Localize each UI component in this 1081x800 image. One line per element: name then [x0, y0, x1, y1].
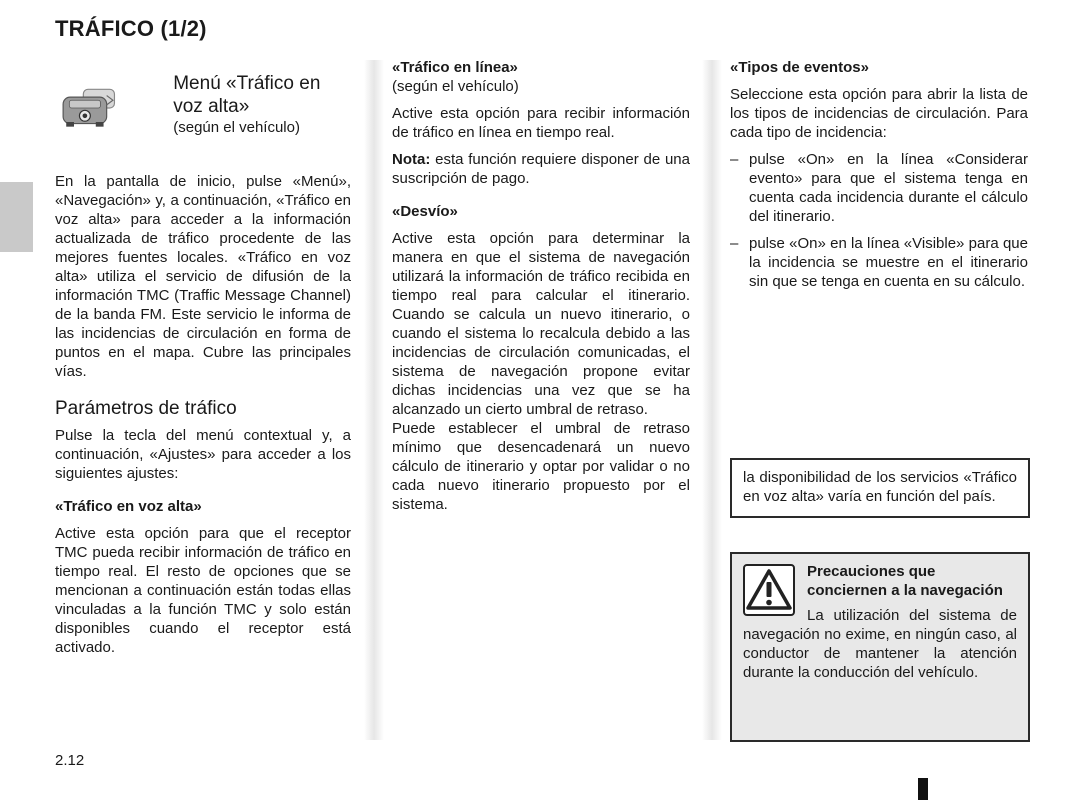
column-divider: [702, 60, 722, 740]
voice-paragraph: Active esta opción para que el receptor TMC pueda recibir información de tráfico en tiempo real. El resto de opciones que se mencionan a continuación están todas ellas vinculadas a la función TMC y solo están disponibles cuando el receptor está activado.: [55, 525, 351, 656]
detour-paragraph-2: Puede establecer el umbral de retraso mínimo que desencadenará un nuevo cálculo de itinerario y optar por validar o no cada nuevo itinerario propuesto por el sistema.: [392, 420, 690, 513]
note-label: Nota:: [392, 151, 431, 168]
warning-box: [730, 552, 1030, 742]
page-number: 2.12: [55, 752, 85, 769]
menu-title: Menú «Tráfico en voz alta»: [173, 73, 321, 117]
online-paragraph: Active esta opción para recibir información de tráfico en línea en tiempo real.: [392, 105, 690, 141]
corner-mark: [918, 778, 928, 800]
menu-subtitle: (según el vehículo): [173, 119, 300, 136]
car-traffic-icon: [60, 78, 122, 138]
events-paragraph: Seleccione esta opción para abrir la lista de los tipos de incidencias de circulación. Para cada tipo de incidencia:: [730, 86, 1028, 141]
list-item: – pulse «On» en la línea «Visible» para que la incidencia se muestre en el itinerario sin que se tenga en cuenta en su cálculo.: [730, 234, 1028, 291]
column-divider: [364, 60, 384, 740]
subheading-detour: «Desvío»: [392, 203, 458, 220]
list-item: – pulse «On» en la línea «Considerar evento» para que el sistema tenga en cuenta cada incidencia durante el cálculo del itinerario.: [730, 150, 1028, 226]
chapter-tab: [0, 182, 33, 252]
warning-text: La utilización del sistema de navegación no exime, en ningún caso, al conductor de mantener la atención durante la conducción del vehículo.: [743, 607, 1017, 681]
detour-paragraph: Active esta opción para determinar la manera en que el sistema de navegación utilizará la información de tráfico recibida en tiempo real para calcular el itinerario. Cuando se calcula un nuevo itinerario, o cuando el sistema lo recalcula debido a las incidencias de circulación comunicadas, el sistema de navegación propone evitar dichas incidencias una vez que se ha alcanzado un cierto umbral de retraso.: [392, 230, 690, 418]
warning-title: Precauciones que conciernen a la navegación: [807, 563, 1003, 599]
page-title: TRÁFICO (1/2): [55, 16, 207, 41]
section-title: Parámetros de tráfico: [55, 398, 237, 419]
menu-heading: [173, 72, 351, 137]
note-text: esta función requiere disponer de una suscripción de pago.: [392, 151, 690, 187]
menu-header-block: [55, 72, 351, 160]
subheading-events: «Tipos de eventos»: [730, 59, 869, 76]
column-middle: [392, 58, 690, 522]
column-right: [730, 58, 1028, 299]
params-paragraph: Pulse la tecla del menú contextual y, a continuación, «Ajustes» para acceder a los siguientes ajustes:: [55, 427, 351, 482]
intro-paragraph: En la pantalla de inicio, pulse «Menú», «Navegación» y, a continuación, «Tráfico en voz alta» para acceder a la información actualizada de tráfico procedente de las mejores fuentes locales. «Tráfico en voz alta» utiliza el servicio de difusión de la información TMC (Traffic Message Channel) de la banda FM. Este servicio le informa de las incidencias de circulación en forma de puntos en el mapa. Cubre las principales vías.: [55, 173, 351, 380]
events-list: [730, 150, 1028, 291]
column-left: [55, 58, 351, 665]
info-box: la disponibilidad de los servicios «Tráfico en voz alta» varía en función del país.: [730, 458, 1030, 518]
warning-triangle-icon: [743, 564, 795, 616]
note-paragraph: [392, 150, 690, 188]
subheading-voice: «Tráfico en voz alta»: [55, 498, 202, 515]
online-subtitle: (según el vehículo): [392, 78, 519, 95]
subheading-online: «Tráfico en línea»: [392, 59, 518, 76]
